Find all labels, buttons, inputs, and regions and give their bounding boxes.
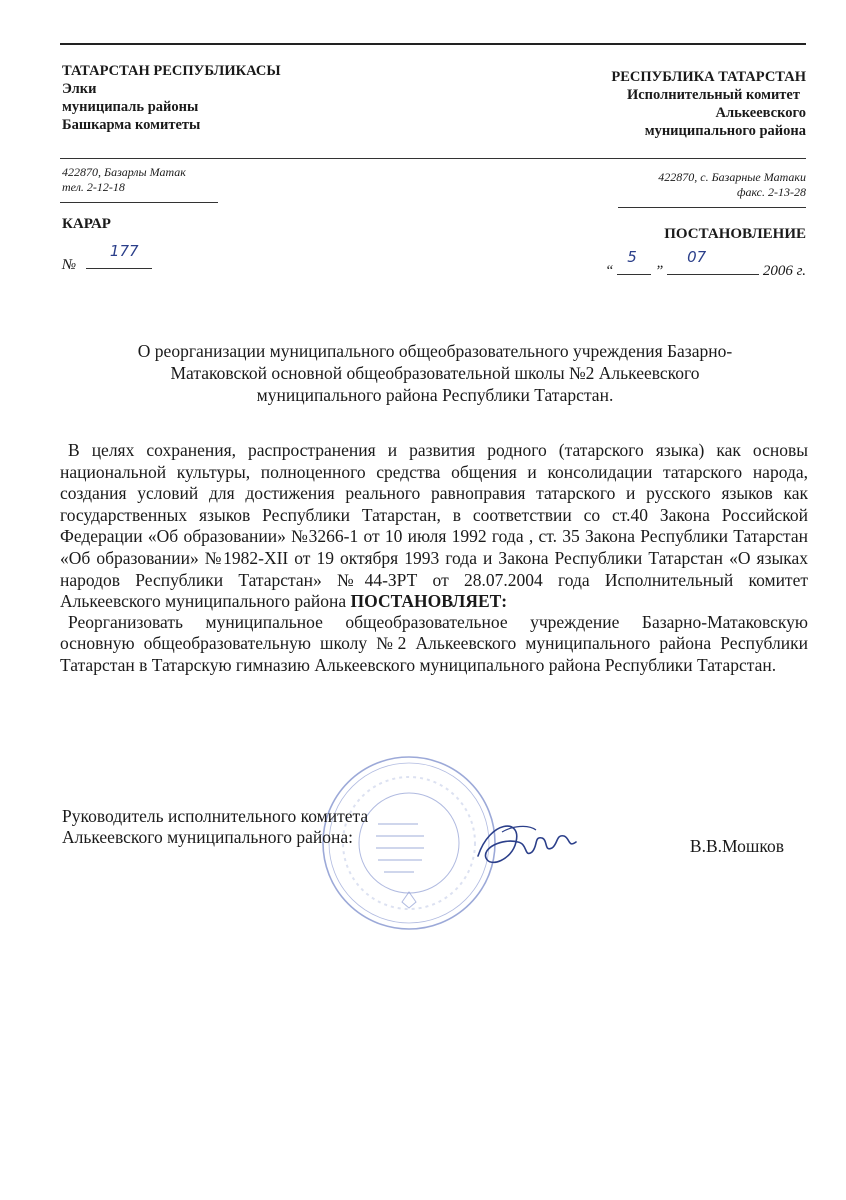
date-close-quote: ” (655, 263, 664, 279)
header-rule (60, 158, 806, 159)
address-right-line2: факс. 2-13-28 (737, 185, 806, 199)
number-prefix: № (62, 257, 77, 273)
header-right-line4: муниципального района (644, 123, 806, 139)
address-right (658, 170, 806, 200)
date-year: 2006 г. (762, 263, 806, 279)
handwritten-signature (472, 812, 582, 874)
top-rule (60, 43, 806, 45)
signature-position-line1: Руководитель исполнительного комитета (62, 806, 369, 826)
date-month-field (667, 248, 759, 275)
karar-heading: КАРАР (62, 216, 111, 232)
address-right-rule (618, 207, 806, 208)
body-para1-emph: ПОСТАНОВЛЯЕТ: (350, 591, 508, 612)
address-left-line2: тел. 2-12-18 (62, 180, 125, 194)
address-left-rule (60, 202, 218, 203)
body-para1-text: В целях сохранения, распространения и развития родного (татарского языка) как основы национальной культуры, полноценного средства общения и консолидации татарского народа, создания условий для достижения реального равноправия татарского и русского языков как государственных языков Республики Татарстан, в соответствии со ст.40 Закона Российской Федерации «Об образовании» №3266-1 от 10 июля 1992 года , ст. 35 Закона Республики Татарстан «Об образовании» №1982-XII от 19 октября 1993 года и Закона Республики Татарстан «О языках народов Республики Татарстан» №44-ЗРТ от 28.07.2004 года Исполнительный комитет Алькеевского муниципального района (60, 440, 808, 612)
date-day: 5 (627, 248, 637, 266)
title-line2: Матаковской основной общеобразовательной школы №2 Алькеевского (170, 363, 700, 383)
number-value: 177 (109, 242, 139, 260)
address-left (62, 165, 186, 195)
signature-position-line2: Алькеевского муниципального района: (62, 827, 354, 847)
header-left (62, 62, 281, 134)
document-number (62, 242, 152, 274)
document-body (60, 440, 808, 677)
body-paragraph-1 (60, 440, 808, 613)
header-right-line3: Алькеевского (715, 105, 806, 121)
document-title (60, 340, 810, 406)
title-line3: муниципального района Республики Татарстан. (256, 385, 614, 405)
date-month: 07 (687, 248, 707, 266)
body-paragraph-2: Реорганизовать муниципальное общеобразовательное учреждение Базарно-Матаковскую основную общеобразовательную школу №2 Алькеевского муниципального района Республики Татарстан в Татарскую гимназию Алькеевского муниципального района Республики Татарстан. (60, 611, 808, 675)
header-right-line1: РЕСПУБЛИКА ТАТАРСТАН (611, 69, 806, 85)
header-left-line2: Элки (62, 81, 97, 97)
number-field (86, 242, 152, 269)
signature-block (62, 806, 368, 848)
date-open-quote: “ (605, 263, 614, 279)
header-left-line3: муниципаль районы (62, 99, 199, 115)
address-right-line1: 422870, с. Базарные Матаки (658, 170, 806, 184)
header-left-line1: ТАТАРСТАН РЕСПУБЛИКАСЫ (62, 63, 281, 79)
signatory-name: В.В.Мошков (689, 836, 784, 856)
title-line1: О реорганизации муниципального общеобразовательного учреждения Базарно- (137, 341, 733, 361)
address-left-line1: 422870, Базарлы Матак (62, 165, 186, 179)
header-left-line4: Башкарма комитеты (62, 117, 201, 133)
header-right-line2: Исполнительный комитет (626, 87, 800, 103)
header-right (611, 68, 806, 140)
postanovlenie-heading: ПОСТАНОВЛЕНИЕ (664, 226, 806, 242)
date-day-field (617, 248, 651, 275)
document-date (605, 248, 806, 280)
